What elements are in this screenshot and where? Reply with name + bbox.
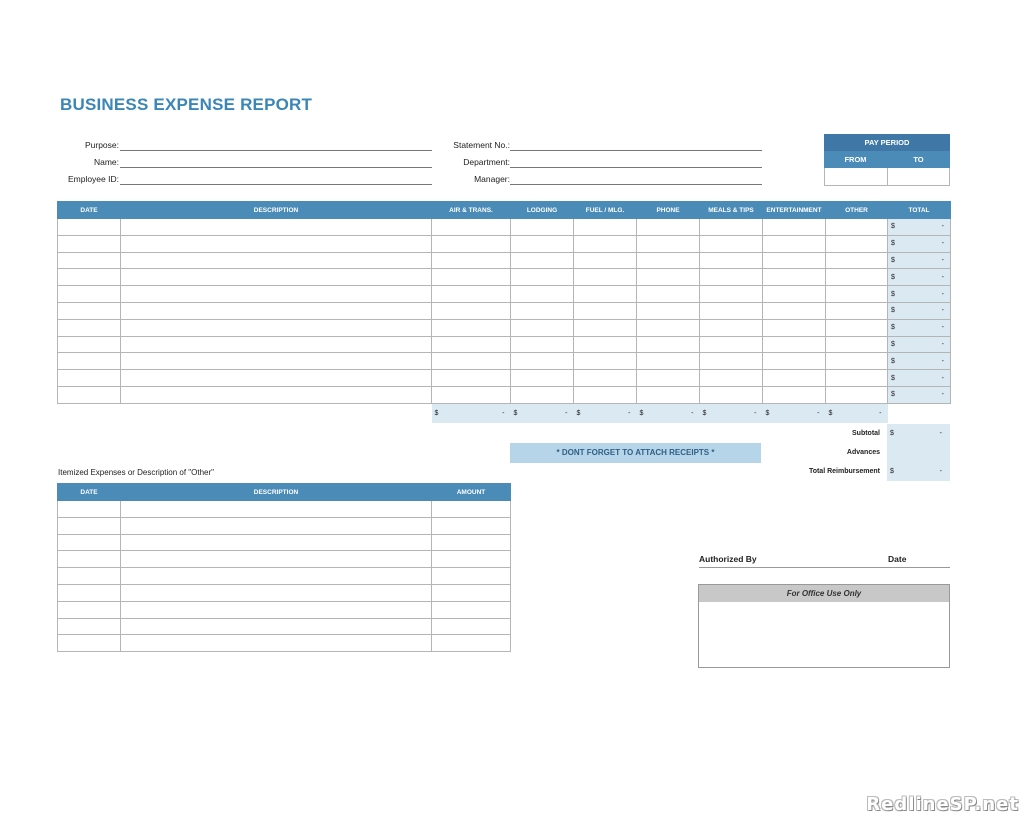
expense-cell[interactable] xyxy=(58,269,121,286)
expense-cell[interactable] xyxy=(574,319,637,336)
expense-cell[interactable] xyxy=(637,336,700,353)
row-total-cell: $ - xyxy=(888,370,951,387)
expense-col-header: LODGING xyxy=(511,202,574,219)
expense-cell[interactable] xyxy=(637,386,700,403)
expense-cell[interactable] xyxy=(432,370,511,387)
advances-label: Advances xyxy=(846,449,880,456)
itemized-cell[interactable] xyxy=(432,534,511,551)
row-total-cell: $ - xyxy=(888,386,951,403)
expense-cell[interactable] xyxy=(121,286,432,303)
expense-cell[interactable] xyxy=(826,353,888,370)
column-total-cell: $ - xyxy=(700,403,763,423)
expense-cell[interactable] xyxy=(432,302,511,319)
expense-cell[interactable] xyxy=(121,269,432,286)
expense-cell[interactable] xyxy=(58,319,121,336)
itemized-cell[interactable] xyxy=(432,551,511,568)
expense-cell[interactable] xyxy=(763,336,826,353)
expense-cell[interactable] xyxy=(763,286,826,303)
itemized-cell[interactable] xyxy=(58,601,121,618)
expense-cell[interactable] xyxy=(574,252,637,269)
fields_left-label-0: Purpose: xyxy=(84,140,119,150)
fields_right-label-2: Manager: xyxy=(474,174,510,184)
expense-row xyxy=(58,269,951,286)
expense-cell[interactable] xyxy=(121,235,432,252)
pay-period-to-label: TO xyxy=(913,155,924,164)
expense-cell[interactable] xyxy=(511,252,574,269)
expense-cell[interactable] xyxy=(700,235,763,252)
expense-table xyxy=(57,201,951,423)
pay-period-box xyxy=(824,134,950,186)
expense-col-header: AIR & TRANS. xyxy=(432,202,511,219)
fields_left-input-2[interactable] xyxy=(120,174,432,185)
pay-period-from-input[interactable] xyxy=(825,168,887,185)
expense-cell[interactable] xyxy=(58,219,121,236)
expense-cell[interactable] xyxy=(511,336,574,353)
authorized-by-label: Authorized By xyxy=(699,554,757,564)
itemized-cell[interactable] xyxy=(121,618,432,635)
expense-cell[interactable] xyxy=(511,219,574,236)
date-label: Date xyxy=(888,554,907,564)
expense-cell[interactable] xyxy=(826,302,888,319)
pay-period-to-input[interactable] xyxy=(887,168,950,185)
expense-cell[interactable] xyxy=(58,235,121,252)
expense-cell[interactable] xyxy=(58,302,121,319)
itemized-cell[interactable] xyxy=(58,584,121,601)
expense-cell[interactable] xyxy=(826,386,888,403)
expense-cell[interactable] xyxy=(637,353,700,370)
subtotal-value: $ - xyxy=(887,424,950,443)
fields_right-input-0[interactable] xyxy=(510,140,762,151)
itemized-row xyxy=(58,534,511,551)
expense-cell[interactable] xyxy=(432,219,511,236)
expense-cell[interactable] xyxy=(511,319,574,336)
expense-cell[interactable] xyxy=(121,252,432,269)
expense-cell[interactable] xyxy=(58,370,121,387)
expense-col-header: DATE xyxy=(58,202,121,219)
expense-cell[interactable] xyxy=(700,286,763,303)
pay-period-header: PAY PERIOD xyxy=(824,134,950,151)
fields_left-label-2: Employee ID: xyxy=(67,174,119,184)
expense-cell[interactable] xyxy=(574,386,637,403)
expense-cell[interactable] xyxy=(700,319,763,336)
expense-cell[interactable] xyxy=(826,370,888,387)
expense-cell[interactable] xyxy=(121,386,432,403)
subtotal-label: Subtotal xyxy=(852,430,880,437)
expense-cell[interactable] xyxy=(574,353,637,370)
itemized-cell[interactable] xyxy=(121,534,432,551)
expense-cell[interactable] xyxy=(763,269,826,286)
expense-cell[interactable] xyxy=(511,286,574,303)
expense-cell[interactable] xyxy=(826,269,888,286)
expense-cell[interactable] xyxy=(763,235,826,252)
fields_left-input-1[interactable] xyxy=(120,157,432,168)
expense-cell[interactable] xyxy=(121,219,432,236)
expense-row xyxy=(58,219,951,236)
expense-cell[interactable] xyxy=(826,252,888,269)
expense-col-header: DESCRIPTION xyxy=(121,202,432,219)
itemized-cell[interactable] xyxy=(432,635,511,652)
expense-cell[interactable] xyxy=(432,286,511,303)
row-total-cell: $ - xyxy=(888,286,951,303)
column-total-cell: $ - xyxy=(574,403,637,423)
expense-cell[interactable] xyxy=(432,386,511,403)
itemized-row xyxy=(58,568,511,585)
row-total-cell: $ - xyxy=(888,235,951,252)
column-total-cell: $ - xyxy=(826,403,888,423)
itemized-cell[interactable] xyxy=(58,568,121,585)
expense-cell[interactable] xyxy=(511,235,574,252)
fields_right-input-2[interactable] xyxy=(510,174,762,185)
fields_left-label-1: Name: xyxy=(93,157,119,167)
expense-cell[interactable] xyxy=(121,336,432,353)
row-total-cell: $ - xyxy=(888,219,951,236)
itemized-cell[interactable] xyxy=(58,635,121,652)
expense-cell[interactable] xyxy=(121,302,432,319)
total-reimbursement-label: Total Reimbursement xyxy=(808,468,880,475)
expense-cell[interactable] xyxy=(511,386,574,403)
expense-row xyxy=(58,286,951,303)
expense-col-header: ENTERTAINMENT xyxy=(763,202,826,219)
row-total-cell: $ - xyxy=(888,302,951,319)
expense-cell[interactable] xyxy=(826,319,888,336)
expense-cell[interactable] xyxy=(58,353,121,370)
expense-row xyxy=(58,370,951,387)
expense-cell[interactable] xyxy=(637,370,700,387)
receipt-reminder: * DONT FORGET TO ATTACH RECEIPTS * xyxy=(510,443,761,463)
expense-cell[interactable] xyxy=(826,235,888,252)
itemized-cell[interactable] xyxy=(121,584,432,601)
watermark: RedlineSP.net xyxy=(866,794,1019,815)
expense-cell[interactable] xyxy=(637,319,700,336)
expense-cell[interactable] xyxy=(574,219,637,236)
office-use-header: For Office Use Only xyxy=(699,585,949,602)
expense-cell[interactable] xyxy=(700,336,763,353)
expense-cell[interactable] xyxy=(574,302,637,319)
expense-cell[interactable] xyxy=(700,386,763,403)
itemized-cell[interactable] xyxy=(432,618,511,635)
expense-cell[interactable] xyxy=(432,269,511,286)
itemized-cell[interactable] xyxy=(432,584,511,601)
itemized-cell[interactable] xyxy=(121,517,432,534)
itemized-cell[interactable] xyxy=(121,551,432,568)
expense-row xyxy=(58,302,951,319)
pay-period-from-label: FROM xyxy=(844,155,867,164)
itemized-cell[interactable] xyxy=(432,501,511,518)
expense-cell[interactable] xyxy=(700,370,763,387)
expense-row xyxy=(58,353,951,370)
expense-cell[interactable] xyxy=(511,269,574,286)
expense-cell[interactable] xyxy=(637,286,700,303)
expense-cell[interactable] xyxy=(763,302,826,319)
itemized-row xyxy=(58,551,511,568)
office-use-box xyxy=(698,584,950,668)
expense-col-header: PHONE xyxy=(637,202,700,219)
total-reimbursement-value: $ - xyxy=(887,462,950,481)
expense-cell[interactable] xyxy=(826,219,888,236)
expense-col-header: OTHER xyxy=(826,202,888,219)
expense-row xyxy=(58,235,951,252)
itemized-col-header: DATE xyxy=(58,484,121,501)
expense-cell[interactable] xyxy=(637,219,700,236)
expense-row xyxy=(58,319,951,336)
expense-cell[interactable] xyxy=(763,353,826,370)
expense-cell[interactable] xyxy=(763,386,826,403)
itemized-cell[interactable] xyxy=(121,601,432,618)
column-total-cell: $ - xyxy=(511,403,574,423)
column-totals-row xyxy=(58,403,951,423)
expense-cell[interactable] xyxy=(763,219,826,236)
itemized-row xyxy=(58,584,511,601)
expense-cell[interactable] xyxy=(511,370,574,387)
advances-value[interactable] xyxy=(887,443,950,462)
expense-cell[interactable] xyxy=(432,252,511,269)
expense-cell[interactable] xyxy=(574,269,637,286)
expense-cell[interactable] xyxy=(826,286,888,303)
expense-cell[interactable] xyxy=(432,353,511,370)
expense-cell[interactable] xyxy=(637,252,700,269)
fields_right-label-1: Department: xyxy=(463,157,510,167)
fields_left-input-0[interactable] xyxy=(120,140,432,151)
expense-cell[interactable] xyxy=(700,219,763,236)
column-total-cell: $ - xyxy=(637,403,700,423)
expense-cell[interactable] xyxy=(763,370,826,387)
row-total-cell: $ - xyxy=(888,319,951,336)
expense-col-header: MEALS & TIPS xyxy=(700,202,763,219)
itemized-cell[interactable] xyxy=(58,618,121,635)
itemized-cell[interactable] xyxy=(58,517,121,534)
column-total-cell: $ - xyxy=(763,403,826,423)
report-title: BUSINESS EXPENSE REPORT xyxy=(60,95,313,114)
expense-col-header: FUEL / MLG. xyxy=(574,202,637,219)
itemized-cell[interactable] xyxy=(432,601,511,618)
itemized-cell[interactable] xyxy=(121,568,432,585)
expense-cell[interactable] xyxy=(700,252,763,269)
itemized-cell[interactable] xyxy=(432,568,511,585)
row-total-cell: $ - xyxy=(888,336,951,353)
itemized-row xyxy=(58,635,511,652)
expense-cell[interactable] xyxy=(432,336,511,353)
expense-cell[interactable] xyxy=(574,336,637,353)
expense-row xyxy=(58,252,951,269)
fields_right-input-1[interactable] xyxy=(510,157,762,168)
itemized-cell[interactable] xyxy=(121,635,432,652)
authorization-line[interactable] xyxy=(699,549,950,568)
itemized-cell[interactable] xyxy=(432,517,511,534)
column-total-cell: $ - xyxy=(432,403,511,423)
expense-cell[interactable] xyxy=(511,302,574,319)
row-total-cell: $ - xyxy=(888,353,951,370)
expense-cell[interactable] xyxy=(58,386,121,403)
expense-col-header: TOTAL xyxy=(888,202,951,219)
itemized-col-header: DESCRIPTION xyxy=(121,484,432,501)
itemized-col-header: AMOUNT xyxy=(432,484,511,501)
expense-cell[interactable] xyxy=(432,319,511,336)
row-total-cell: $ - xyxy=(888,269,951,286)
expense-row xyxy=(58,386,951,403)
expense-cell[interactable] xyxy=(574,286,637,303)
expense-cell[interactable] xyxy=(763,252,826,269)
expense-cell[interactable] xyxy=(58,336,121,353)
itemized-cell[interactable] xyxy=(121,501,432,518)
expense-cell[interactable] xyxy=(432,235,511,252)
expense-cell[interactable] xyxy=(58,252,121,269)
expense-cell[interactable] xyxy=(700,353,763,370)
expense-row xyxy=(58,336,951,353)
expense-cell[interactable] xyxy=(763,319,826,336)
itemized-cell[interactable] xyxy=(58,501,121,518)
expense-cell[interactable] xyxy=(637,269,700,286)
expense-cell[interactable] xyxy=(700,302,763,319)
fields_right-label-0: Statement No.: xyxy=(453,140,510,150)
itemized-row xyxy=(58,618,511,635)
expense-cell[interactable] xyxy=(826,336,888,353)
itemized-row xyxy=(58,517,511,534)
expense-cell[interactable] xyxy=(637,235,700,252)
itemized-table xyxy=(57,483,511,652)
expense-cell[interactable] xyxy=(637,302,700,319)
expense-cell[interactable] xyxy=(700,269,763,286)
itemized-cell[interactable] xyxy=(58,551,121,568)
itemized-row xyxy=(58,601,511,618)
expense-cell[interactable] xyxy=(58,286,121,303)
itemized-row xyxy=(58,501,511,518)
itemized-caption: Itemized Expenses or Description of "Other" xyxy=(58,468,214,477)
itemized-cell[interactable] xyxy=(58,534,121,551)
row-total-cell: $ - xyxy=(888,252,951,269)
expense-cell[interactable] xyxy=(121,370,432,387)
expense-cell[interactable] xyxy=(121,319,432,336)
expense-cell[interactable] xyxy=(511,353,574,370)
expense-cell[interactable] xyxy=(574,235,637,252)
expense-cell[interactable] xyxy=(574,370,637,387)
expense-cell[interactable] xyxy=(121,353,432,370)
